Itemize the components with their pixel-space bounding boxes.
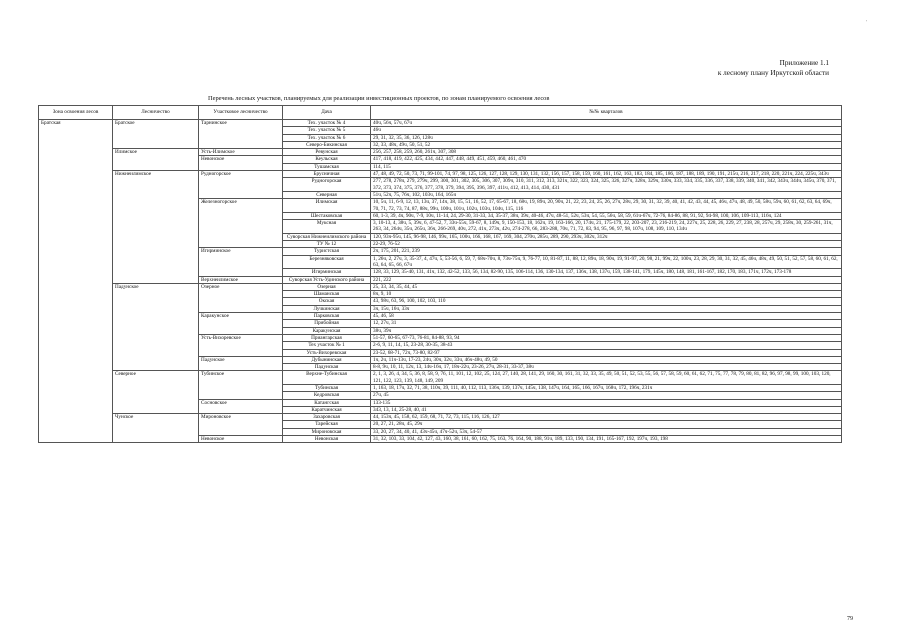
cell-quarters: 256, 257, 258, 259, 260, 261ч, 307, 308 [371,149,842,156]
cell-district: Сосновское [199,399,283,406]
cell-dacha: Рудногорская [283,178,371,192]
cell-forestry [113,191,199,198]
cell-district [199,384,283,391]
cell-dacha: Тушамская [283,163,371,170]
cell-forestry [113,248,199,255]
cell-district: Тарнинское [199,120,283,127]
cell-dacha: Каракунская [283,327,371,334]
cell-dacha: Каратчинская [283,406,371,413]
cell-dacha: Невонская [283,436,371,443]
table-header-row [39,106,842,120]
cell-zone [39,269,113,276]
table-row [39,191,842,198]
table-row [39,406,842,413]
cell-quarters: 46ч [371,127,842,134]
cell-forestry [113,313,199,320]
cell-forestry: Чунское [113,414,199,421]
cell-forestry [113,220,199,234]
cell-district [199,220,283,234]
cell-zone [39,134,113,141]
cell-dacha: Илимская [283,199,371,213]
cell-zone [39,436,113,443]
cell-zone [39,371,113,385]
cell-quarters: 40ч, 56ч, 57ч, 67ч [371,120,842,127]
cell-quarters: 31, 32, 103, 33, 104, 42, 127, 43, 160, 38, 161, 60, 162, 75, 163, 76, 164, 90, 188, 91ч, 189, 133, 190, 134, 191, 165-167, 192, 197ч, 193, 198 [371,436,842,443]
cell-quarters: 3, 10-13, 4, 38ч, 5, 39ч, 6, 47-52, 7, 33ч-55ч, 59-67, 8, 149ч, 9, 150-153, 18, 162ч, 19, 163-166, 20, 174ч, 21, 175-179, 22, 203-207, 23, 216-219, 24, 227ч, 25, 228, 26, 229, 27, 238, 28, 257ч, 29, 258ч, 30, 259-261, 31ч, 263, 34, 264ч, 35ч, 265ч, 36ч, 266-269, 40ч, 272, 41ч, 273ч, 42ч, 274-278, 66, 283-288, 70ч, 71, 72, 83, 94, 95, 96, 97, 98, 107ч, 108, 109, 110, 134ч [371,220,842,234]
cell-dacha: Приангарская [283,334,371,341]
cell-zone [39,421,113,428]
cell-quarters: 1, 163, 18, 17ч, 32, 71, 38, 110ч, 39, 111, 40, 112, 113, 136ч, 139, 137ч, 145ч, 138, 147ч, 164, 165, 166, 167ч, 168ч, 172, 196ч, 231ч [371,384,842,391]
cell-forestry [113,421,199,428]
cell-district: Усть-Илимское [199,149,283,156]
cell-quarters: 2ч, 175, 201, 221, 239 [371,248,842,255]
cell-district: Усть-Вихоревское [199,334,283,341]
cell-zone [39,298,113,305]
cell-forestry [113,199,199,213]
cell-dacha: Дубынинская [283,356,371,363]
cell-zone [39,283,113,290]
cell-forestry [113,127,199,134]
cell-dacha: Тех участок № 1 [283,342,371,349]
cell-quarters: 8-8, 9ч, 10, 11, 12ч, 13, 14ч-16ч, 17, 18ч-22ч, 23-26, 27ч, 28-31, 33-37, 38ч [371,364,842,371]
forest-plots-table [38,105,842,443]
cell-dacha: ТУ № 12 [283,241,371,248]
cell-zone [39,178,113,192]
cell-zone [39,171,113,178]
cell-forestry: Нижнеилимское [113,171,199,178]
cell-zone [39,191,113,198]
cell-zone [39,220,113,234]
cell-forestry [113,428,199,435]
cell-dacha: Суворская Нижнеилимского района [283,233,371,240]
cell-dacha: Туристская [283,248,371,255]
document-title: Перечень лесных участков, планируемых для реализации инвестиционных проектов, по зонам планируемого освоения лесов [208,95,550,102]
table-row [39,327,842,334]
cell-quarters: 133-135 [371,399,842,406]
table-row [39,313,842,320]
cell-district: Верхнеилимское [199,276,283,283]
cell-quarters: 128, 33, 129, 35-40, 131, 41ч, 132, 42-52, 133, 56, 134, 82-90, 135, 106-114, 136, 130-134, 137, 136ч, 138, 137ч, 159, 138-141, 179, 145ч, 180, 148, 181, 161-167, 182, 170, 183, 171ч, 172ч, 173-178 [371,269,842,276]
cell-quarters: 277, 278, 278ч, 279, 279ч, 299, 300, 301, 302, 305, 306, 307, 309ч, 310, 311, 312, 313, 321ч, 322, 323, 324, 325, 326, 327ч, 328ч, 329ч, 330ч, 333, 334, 335, 336, 337, 338, 339, 340, 341, 342, 343ч, 344ч, 345ч, 370, 371, 372, 373, 374, 375, 376, 377, 378, 379, 394, 395, 396, 397, 411ч, 412, 413, 414, 430, 431 [371,178,842,192]
table-row [39,349,842,356]
cell-district: Невонское [199,156,283,163]
cell-dacha: Тех. участок № 5 [283,127,371,134]
cell-zone: Братская [39,120,113,127]
cell-forestry [113,349,199,356]
cell-quarters: 120, 93ч-95ч, 145, 96-98, 146, 99ч, 165, 100ч, 166, 168, 167, 169, 304, 270ч, 285ч, 289, 290, 293ч, 302ч, 312ч [371,233,842,240]
cell-zone [39,320,113,327]
cell-zone [39,313,113,320]
cell-district [199,421,283,428]
cell-zone [39,149,113,156]
cell-district [199,406,283,413]
cell-forestry [113,269,199,276]
cell-quarters: 38ч, 39ч [371,327,842,334]
table-row [39,399,842,406]
cell-forestry [113,291,199,298]
cell-quarters: 3ч, 15ч, 16ч, 33ч [371,305,842,312]
cell-forestry [113,156,199,163]
cell-dacha: Суворская Усть-Удинского района [283,276,371,283]
cell-zone [39,384,113,391]
cell-dacha: Северная [283,191,371,198]
cell-district: Железногорское [199,199,283,213]
cell-forestry [113,342,199,349]
cell-district: Падунское [199,356,283,363]
page-number: 79 [847,616,853,622]
table-row [39,241,842,248]
cell-dacha: Верхне-Тубинская [283,371,371,385]
cell-forestry [113,399,199,406]
cell-forestry [113,436,199,443]
cell-dacha: Кедровская [283,392,371,399]
cell-district: Невонское [199,436,283,443]
cell-quarters: 44, 153ч, 45, 158, 62, 159, 68, 71, 72, 73, 115, 116, 126, 127 [371,414,842,421]
cell-quarters: 8ч, 9, 10 [371,291,842,298]
cell-quarters: 33, 20, 27, 34, 40, 41, 43ч-45ч, 47ч-52ч, 53ч, 54-57 [371,428,842,435]
cell-quarters: 12, 27ч, 31 [371,320,842,327]
cell-zone [39,305,113,312]
cell-forestry: Братское [113,120,199,127]
cell-district [199,255,283,269]
table-row [39,233,842,240]
column-header-zone: Зона освоения лесов [39,106,113,120]
cell-dacha: Кеульская [283,156,371,163]
table-row [39,220,842,234]
cell-zone [39,356,113,363]
cell-district [199,305,283,312]
cell-forestry: Илимское [113,149,199,156]
table-row [39,120,842,127]
table-row [39,141,842,148]
table-row [39,212,842,219]
table-row [39,334,842,341]
cell-quarters: 25, 33, 34, 35, 44, 45 [371,283,842,290]
cell-zone [39,291,113,298]
cell-forestry [113,241,199,248]
cell-quarters: 45, 46, 58 [371,313,842,320]
cell-dacha: Падунская [283,364,371,371]
cell-district [199,342,283,349]
cell-district [199,298,283,305]
cell-zone [39,392,113,399]
cell-dacha: Окская [283,298,371,305]
cell-district: Каракунское [199,313,283,320]
cell-quarters: 32, 33, 48ч, 49ч, 50, 51, 52 [371,141,842,148]
cell-dacha: Шестаковская [283,212,371,219]
cell-zone [39,255,113,269]
table-row [39,127,842,134]
table-row [39,163,842,170]
cell-zone [39,248,113,255]
cell-zone [39,364,113,371]
cell-zone [39,334,113,341]
cell-dacha: Северо-Бикинская [283,141,371,148]
cell-district [199,191,283,198]
table-row [39,255,842,269]
cell-district [199,364,283,371]
cell-district [199,269,283,276]
cell-zone [39,141,113,148]
cell-forestry [113,141,199,148]
appendix-line-1: Приложение 1.1 [779,59,829,67]
cell-quarters: 20, 27, 21, 28ч, 45, 29ч [371,421,842,428]
cell-forestry [113,298,199,305]
cell-zone [39,233,113,240]
cell-district [199,141,283,148]
cell-quarters: 47, 48, 49, 72, 50, 73, 71, 99-101, 74, 97, 98, 125, 126, 127, 128, 129, 130, 131, 132, 156, 157, 158, 159, 160, 161, 162, 163, 183, 184, 185, 186, 187, 188, 189, 190, 191, 215ч, 216, 217, 218, 220, 221ч, 224, 225ч, 343ч [371,171,842,178]
cell-dacha: Катангская [283,399,371,406]
cell-district [199,392,283,399]
cell-district: Рудногорское [199,171,283,178]
cell-district: Озерное [199,283,283,290]
cell-district [199,134,283,141]
corner-mark: ' [865,20,867,26]
cell-dacha: Муксная [283,220,371,234]
table-row [39,305,842,312]
table-row [39,291,842,298]
column-header-quarters: №№ кварталов [371,106,842,120]
cell-district: Тубинское [199,371,283,385]
cell-dacha: Брусничная [283,171,371,178]
cell-quarters: 2, 1, 3, 26, 4, 34, 5, 36, 8, 58, 9, 76, 11, 101, 12, 102, 25, 124, 27, 140, 28, 141, 29, 160, 30, 161, 31, 32, 33, 35, 49, 50, 51, 52, 53, 55, 56, 57, 58, 59, 60, 61, 62, 71, 75, 77, 78, 79, 80, 81, 82, 96, 97, 98, 99, 100, 103, 120, 121, 122, 123, 139, 148, 149, 209 [371,371,842,385]
cell-forestry [113,406,199,413]
table-row [39,248,842,255]
cell-zone [39,163,113,170]
cell-zone [39,127,113,134]
cell-quarters: 114, 115 [371,163,842,170]
cell-dacha: Ревунская [283,149,371,156]
cell-quarters: 43, 98ч, 63, 96, 100, 102, 103, 110 [371,298,842,305]
cell-forestry [113,384,199,391]
cell-forestry [113,305,199,312]
cell-quarters: 1, 26ч, 2, 27ч, 3, 35-37, 4, 47ч, 5, 53-56, 6, 59, 7, 68ч-70ч, 8, 73ч-75ч, 9, 76-77, 10, 81-87, 11, 88, 12, 89ч, 18, 90ч, 19, 91-97, 20, 98, 21, 99ч, 22, 100ч, 23, 28, 29, 30, 31, 32, 45, 46ч, 48ч, 49, 50, 51, 52, 57, 58, 60, 61, 62, 63, 64, 65, 66, 67ч [371,255,842,269]
cell-district [199,291,283,298]
cell-forestry [113,178,199,192]
cell-forestry [113,320,199,327]
cell-district [199,127,283,134]
table-row [39,384,842,391]
table-row [39,356,842,363]
cell-district [199,178,283,192]
table-row [39,171,842,178]
table-row [39,269,842,276]
cell-quarters: 221, 222 [371,276,842,283]
table-row [39,134,842,141]
cell-forestry [113,327,199,334]
cell-quarters: 60, 1-3, 39, 4ч, 90ч, 7-9, 10ч, 11-14, 24, 29-30, 31-33, 34, 35-37, 38ч, 39ч, 40-46, 47ч, 48-51, 52ч, 53ч, 54, 55, 56ч, 58, 59, 61ч-67ч, 72-76, 84-86, 88, 91, 92, 94-98, 100, 106, 109-113, 116ч, 124 [371,212,842,219]
cell-zone [39,399,113,406]
table-row [39,320,842,327]
cell-quarters: 10, 5ч, 11, 6-9, 12, 13, 13ч, 37, 14ч, 38, 15, 51, 16, 52, 17, 65-67, 18, 68ч, 19, 89ч, 20, 90ч, 21, 22, 23, 24, 25, 26, 27ч, 28ч, 29, 30, 31, 32, 39, 40, 41, 42, 43, 44, 45, 46ч, 47ч, 48, 49, 50, 58ч, 59ч, 60, 61, 62, 63, 64, 69ч, 70, 71, 72, 73, 74, 87, 88ч, 99ч, 100ч, 101ч, 102ч, 103ч, 104ч, 115, 116 [371,199,842,213]
cell-forestry [113,276,199,283]
cell-zone [39,342,113,349]
cell-district [199,428,283,435]
appendix-line-2: к лесному плану Иркутской области [717,69,829,77]
cell-quarters: 29, 31, 32, 35, 36, 126, 128ч [371,134,842,141]
cell-zone [39,241,113,248]
column-header-forestry: Лесничество [113,106,199,120]
cell-zone [39,276,113,283]
cell-district: Мироновское [199,414,283,421]
cell-district [199,212,283,219]
cell-quarters: 417, 418, 419, 422, 425, 434, 442, 447, 448, 449, 451, 459, 460, 461, 470 [371,156,842,163]
cell-district [199,327,283,334]
cell-dacha: Игирминская [283,269,371,276]
cell-dacha: Озерная [283,283,371,290]
table-row [39,421,842,428]
table-row [39,298,842,305]
cell-district [199,241,283,248]
cell-forestry [113,392,199,399]
column-header-district: Участковое лесничество [199,106,283,120]
cell-quarters: 51ч, 52ч, 75, 76ч, 102, 103ч, 164, 165ч [371,191,842,198]
cell-dacha: Прибойная [283,320,371,327]
cell-forestry [113,134,199,141]
cell-forestry [113,334,199,341]
table-row [39,364,842,371]
cell-quarters: 343, 13, 14, 25-28, 40, 41 [371,406,842,413]
cell-quarters: 51-57, 60-65, 67-73, 76-81, 84-88, 93, 94 [371,334,842,341]
cell-district [199,349,283,356]
cell-zone [39,414,113,421]
table-row [39,414,842,421]
cell-dacha: Березняковская [283,255,371,269]
cell-zone [39,349,113,356]
cell-quarters: 2-6, 9, 11, 14, 15, 23-28, 30-35, 38-43 [371,342,842,349]
cell-dacha: Захаровская [283,414,371,421]
cell-dacha: Усть-Вихоревская [283,349,371,356]
table-row [39,283,842,290]
cell-forestry [113,255,199,269]
cell-forestry: Северное [113,371,199,385]
table-row [39,436,842,443]
cell-dacha: Шаманская [283,291,371,298]
cell-dacha: Лучкинская [283,305,371,312]
table-row [39,342,842,349]
cell-quarters: 1ч, 2ч, 11ч-13ч, 17-23, 24ч, 30ч, 32ч, 33ч, 46ч-48ч, 49, 50 [371,356,842,363]
column-header-dacha: Дача [283,106,371,120]
table-row [39,371,842,385]
cell-dacha: Парковская [283,313,371,320]
cell-zone [39,327,113,334]
cell-quarters: 27ч, 45 [371,392,842,399]
table-row [39,276,842,283]
cell-zone [39,406,113,413]
cell-district: Игирминское [199,248,283,255]
cell-dacha: Тех. участок № 6 [283,134,371,141]
cell-dacha: Тубинская [283,384,371,391]
table-row [39,392,842,399]
cell-district [199,233,283,240]
cell-zone [39,212,113,219]
cell-forestry [113,233,199,240]
cell-dacha: Тех. участок № 4 [283,120,371,127]
cell-forestry [113,356,199,363]
cell-zone [39,156,113,163]
cell-quarters: 22-29, 76-52 [371,241,842,248]
cell-forestry: Падунское [113,283,199,290]
cell-quarters: 23-52, 68-71, 72ч, 73-80, 82-97 [371,349,842,356]
cell-dacha: Тарейская [283,421,371,428]
table-row [39,149,842,156]
cell-district [199,320,283,327]
appendix-header [718,58,829,78]
cell-district [199,163,283,170]
cell-zone [39,199,113,213]
cell-zone [39,428,113,435]
cell-forestry [113,163,199,170]
cell-forestry [113,364,199,371]
cell-forestry [113,212,199,219]
table-row [39,428,842,435]
table-row [39,178,842,192]
cell-dacha: Мироновская [283,428,371,435]
table-row [39,156,842,163]
table-row [39,199,842,213]
